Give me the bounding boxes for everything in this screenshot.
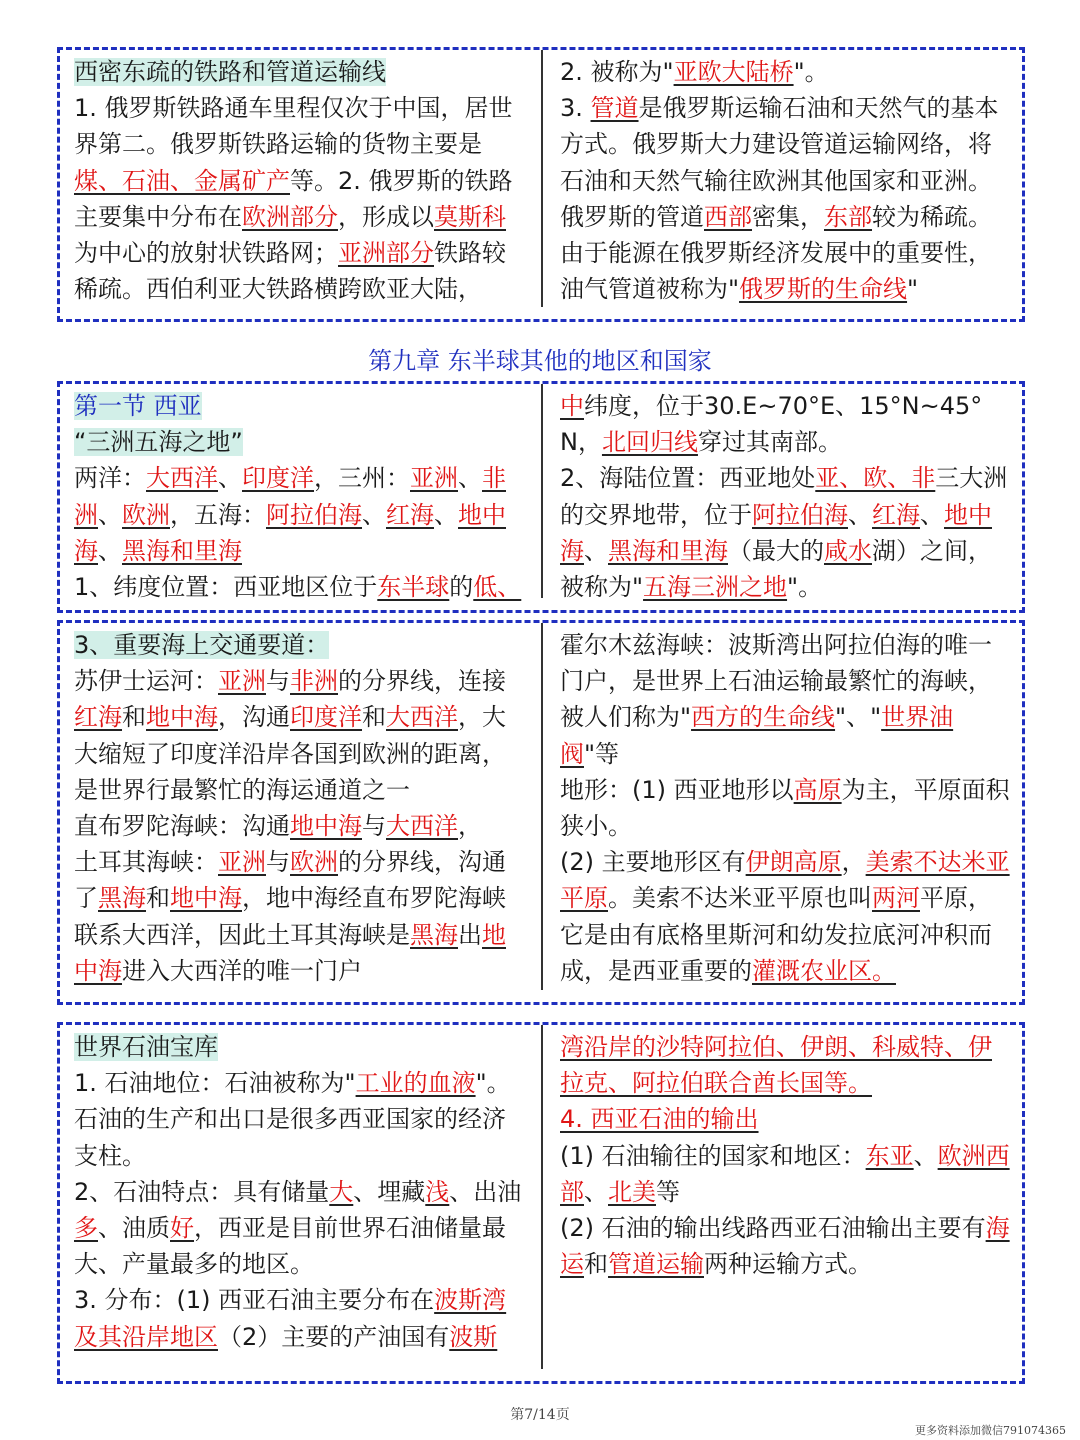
- keyword: 莫斯科: [434, 202, 506, 231]
- oil-right-column: [560, 1029, 1012, 1282]
- section-heading: “三洲五海之地”: [74, 428, 243, 457]
- column-divider: [541, 384, 543, 598]
- turkish-straits-paragraph: 土耳其海峡：亚洲与欧洲的分界线，沟通了黑海和地中海，地中海经直布罗陀海峡联系大西洋，因此土耳其海峡是黑海出地中海进入大西洋的唯一门户: [74, 848, 506, 985]
- oceans-paragraph: 两洋：大西洋、印度洋，三州：亚洲、非洲、欧洲，五海：阿拉伯海、红海、地中海、黑海和里海: [74, 464, 506, 565]
- section-heading: 3、重要海上交通要道：: [74, 631, 330, 659]
- chapter-title: 第九章 东半球其他的地区和国家: [368, 347, 712, 375]
- keyword: 煤、石油、金属矿产: [74, 166, 290, 195]
- oil-left-column: [74, 1029, 526, 1355]
- oil-features-paragraph: 2、石油特点：具有储量大、埋藏浅、出油多、油质好，西亚是目前世界石油储量最大、产量最多的地区。: [74, 1177, 522, 1279]
- pipeline-paragraph: 3. 管道是俄罗斯运输石油和天然气的基本方式。俄罗斯大力建设管道运输网络，将石油和天然气输往欧洲其他国家和亚洲。俄罗斯的管道西部密集，东部较为稀疏。由于能源在俄罗斯经济发展中的重要性，油气管道被称为"俄罗斯的生命线": [560, 94, 999, 304]
- section-heading: 世界石油宝库: [74, 1033, 218, 1061]
- hormuz-paragraph: 霍尔木兹海峡：波斯湾出阿拉伯海的唯一门户，是世界上石油运输最繁忙的海峡，被人们称为"西方的生命线"、"世界油阀"等: [560, 631, 992, 768]
- page-number: 第7/14页: [510, 1407, 570, 1423]
- section-heading: 西密东疏的铁路和管道运输线: [74, 58, 386, 86]
- terrain-right-column: [560, 627, 1012, 989]
- oil-distribution-paragraph: 3. 分布：(1) 西亚石油主要分布在波斯湾及其沿岸地区（2）主要的产油国有波斯: [74, 1286, 507, 1351]
- latitude-paragraph: 1、纬度位置：西亚地区位于东半球的低、: [74, 573, 522, 602]
- latitude-cont-paragraph: 中纬度，位于30.E~70°E、15°N~45°N，北回归线穿过其南部。: [560, 392, 983, 457]
- location-left-column: [74, 388, 526, 605]
- sea-land-paragraph: 2、海陆位置：西亚地处亚、欧、非三大洲的交界地带，位于阿拉伯海、红海、地中海、黑海和里海（最大的咸水湖）之间，被称为"五海三洲之地"。: [560, 464, 1008, 602]
- keyword: 管道: [590, 94, 639, 123]
- oil-routes-paragraph: (2) 石油的输出线路西亚石油输出主要有海运和管道运输两种运输方式。: [560, 1214, 1010, 1279]
- railway-pipeline-panel: [57, 47, 1025, 322]
- oil-treasury-panel: [57, 1022, 1025, 1384]
- keyword: 亚欧大陆桥: [673, 58, 794, 86]
- gibraltar-paragraph: 直布罗陀海峡：沟通地中海与大西洋，: [74, 812, 482, 841]
- keyword: 亚洲部分: [338, 239, 434, 268]
- railway-paragraph: 1. 俄罗斯铁路通车里程仅次于中国，居世界第二。俄罗斯铁路运输的货物主要是煤、石油、金属矿产等。2. 俄罗斯的铁路主要集中分布在欧洲部分，形成以莫斯科为中心的放射状铁路网；亚洲部分铁路较稀疏。西伯利亚大铁路横跨欧亚大陆，: [74, 94, 513, 304]
- footer-note: 更多资料添加微信791074365: [915, 1424, 1066, 1437]
- oil-status-paragraph: 1. 石油地位：石油被称为"工业的血液"。石油的生产和出口是很多西亚国家的经济支柱。: [74, 1069, 511, 1170]
- oil-countries-paragraph: 湾沿岸的沙特阿拉伯、伊朗、科威特、伊拉克、阿拉伯联合酋长国等。: [560, 1033, 992, 1098]
- terrain-paragraph: 地形：(1) 西亚地形以高原为主，平原面积狭小。: [560, 775, 1010, 841]
- oil-destinations-paragraph: (1) 石油输往的国家和地区：东亚、欧洲西部、北美等: [560, 1141, 1010, 1206]
- oil-export-heading: 4. 西亚石油的输出: [560, 1105, 759, 1134]
- landform-paragraph: (2) 主要地形区有伊朗高原，美索不达米亚平原。美索不达米亚平原也叫两河平原，它是由有底格里斯河和幼发拉底河冲积而成，是西亚重要的灌溉农业区。: [560, 848, 1010, 985]
- column-divider: [541, 1025, 543, 1369]
- suez-paragraph: 苏伊士运河：亚洲与非洲的分界线，连接红海和地中海，沟通印度洋和大西洋，大大缩短了印度洋沿岸各国到欧洲的距离，是世界行最繁忙的海运通道之一: [74, 667, 506, 804]
- location-right-column: [560, 388, 1012, 605]
- keyword: 东部: [824, 202, 872, 231]
- sea-routes-terrain-panel: [57, 620, 1025, 1005]
- keyword: 西部: [704, 202, 752, 231]
- column-divider: [541, 50, 543, 307]
- bridge-paragraph: 2. 被称为"亚欧大陆桥"。: [560, 58, 829, 86]
- keyword: 欧洲部分: [242, 202, 338, 231]
- section-title: 第一节 西亚: [74, 392, 202, 420]
- railway-left-column: [74, 54, 526, 307]
- pipeline-right-column: [560, 54, 1012, 307]
- column-divider: [541, 623, 543, 990]
- sea-routes-left-column: [74, 627, 526, 989]
- west-asia-location-panel: [57, 381, 1025, 613]
- keyword: 俄罗斯的生命线: [739, 275, 908, 304]
